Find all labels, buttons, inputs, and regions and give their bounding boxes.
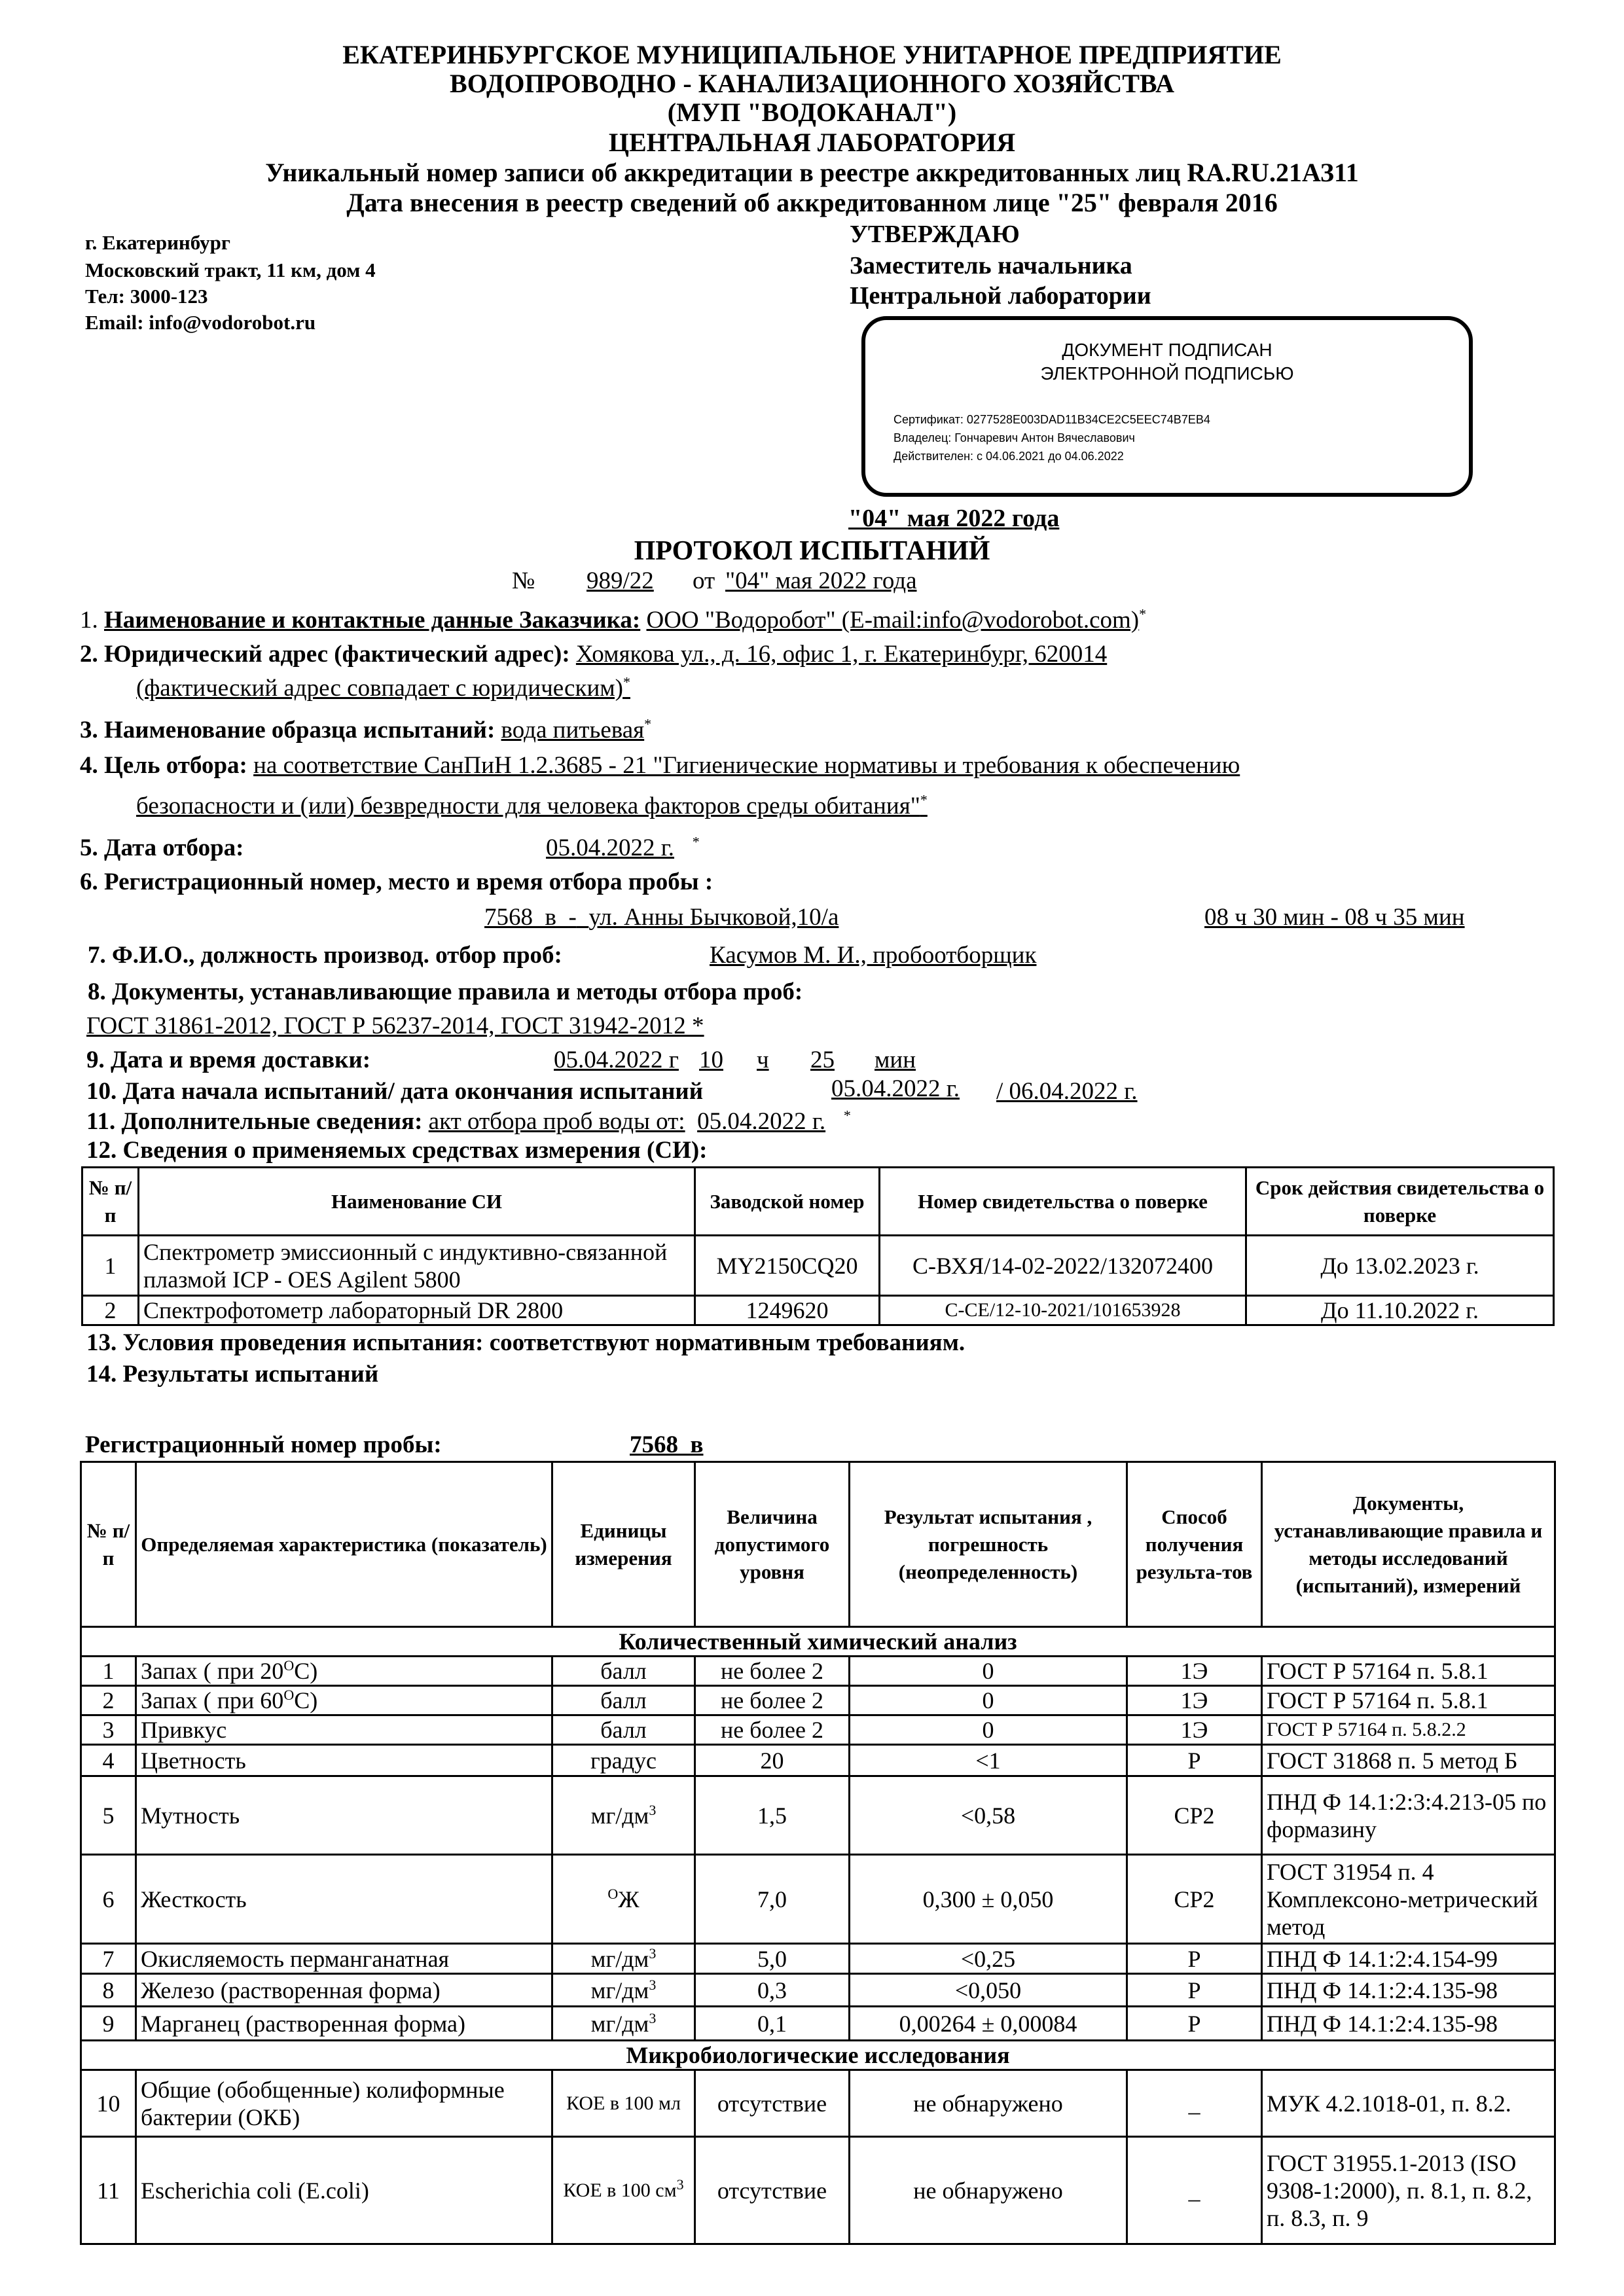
protocol-no-label: № [512, 567, 535, 594]
item3-label: 3. Наименование образца испытаний: [80, 717, 496, 744]
si-header-cert: Номер свидетельства о поверке [880, 1168, 1246, 1236]
res-cell: <0,050 [850, 1974, 1127, 2007]
asterisk: * [623, 673, 630, 691]
res-header-result: Результат испытания , погрешность (неопределенность) [850, 1462, 1127, 1627]
res-cell: мг/дм [590, 2010, 649, 2037]
si-header-num: № п/п [82, 1168, 139, 1236]
table-row [81, 1776, 1555, 1855]
res-cell: балл [552, 1715, 695, 1745]
item8-value: ГОСТ 31861-2012, ГОСТ Р 56237-2014, ГОСТ 31942-2012 * [86, 1013, 704, 1039]
res-cell: 0 [850, 1715, 1127, 1745]
res-cell: С) [294, 1658, 318, 1684]
item7-value: Касумов М. И., пробоотборщик [710, 942, 1037, 969]
org-division: ВОДОПРОВОДНО - КАНАЛИЗАЦИОННОГО ХОЗЯЙСТВА [450, 69, 1174, 98]
item9-minutes: 25 [810, 1047, 835, 1073]
sample-label: Регистрационный номер пробы: [85, 1431, 442, 1458]
si-cell: До 13.02.2023 г. [1246, 1236, 1554, 1296]
res-cell: 11 [81, 2137, 136, 2244]
res-cell: не более 2 [695, 1715, 850, 1745]
protocol-title: ПРОТОКОЛ ИСПЫТАНИЙ [634, 536, 990, 566]
si-cell: С-ВХЯ/14-02-2022/132072400 [880, 1236, 1246, 1296]
table-row [82, 1296, 1554, 1325]
res-cell: мг/дм [590, 1945, 649, 1972]
res-header-units: Единицы измерения [552, 1462, 695, 1627]
res-cell: Запах ( при 60 [141, 1687, 284, 1713]
item2-label: 2. Юридический адрес (фактический адрес): [80, 641, 570, 668]
res-cell: 1Э [1127, 1715, 1262, 1745]
item6-v: в [545, 904, 556, 931]
address-city: г. Екатеринбург [85, 231, 230, 254]
cube-sup: 3 [649, 1945, 657, 1962]
res-cell: мг/дм [590, 1802, 649, 1829]
res-cell: 7,0 [695, 1855, 850, 1944]
approval-position2: Центральной лаборатории [850, 282, 1151, 310]
si-cell: Спектрофотометр лабораторный DR 2800 [139, 1296, 695, 1325]
org-name: ЕКАТЕРИНБУРГСКОЕ МУНИЦИПАЛЬНОЕ УНИТАРНОЕ ПРЕДПРИЯТИЕ [342, 40, 1282, 69]
si-cell: MY2150CQ20 [695, 1236, 880, 1296]
table-row [81, 2070, 1555, 2137]
section-chemical: Количественный химический анализ [81, 1627, 1555, 1657]
section-microbiology: Микробиологические исследования [81, 2041, 1555, 2070]
item7-label: 7. Ф.И.О., должность производ. отбор проб: [88, 942, 562, 969]
res-cell: Р [1127, 2007, 1262, 2041]
res-cell: балл [552, 1657, 695, 1686]
res-header-num: № п/п [81, 1462, 136, 1627]
si-cell: Спектрометр эмиссионный с индуктивно-связанной плазмой ICP - OES Agilent 5800 [139, 1236, 695, 1296]
item9-date: 05.04.2022 г [554, 1047, 679, 1073]
item4-label: 4. Цель отбора: [80, 752, 247, 779]
res-cell: ГОСТ 31955.1-2013 (ISO 9308-1:2000), п. 8.1, п. 8.2, п. 8.3, п. 9 [1262, 2137, 1555, 2244]
res-cell: 1Э [1127, 1686, 1262, 1715]
item2-value2: (фактический адрес совпадает с юридическим) [136, 675, 623, 702]
signature-line1: ДОКУМЕНТ ПОДПИСАН [1062, 340, 1272, 360]
res-cell: Железо (растворенная форма) [136, 1974, 552, 2007]
approval-title: УТВЕРЖДАЮ [850, 221, 1020, 248]
res-cell: 20 [695, 1745, 850, 1776]
res-cell: ГОСТ 31954 п. 4 Комплексоно-метрический метод [1262, 1855, 1555, 1944]
table-row [81, 1686, 1555, 1715]
res-cell: ПНД Ф 14.1:2:3:4.213-05 по формазину [1262, 1776, 1555, 1855]
res-cell: отсутствие [695, 2070, 850, 2137]
si-header-name: Наименование СИ [139, 1168, 695, 1236]
item5-label: 5. Дата отбора: [80, 834, 244, 861]
res-cell: 5 [81, 1776, 136, 1855]
res-cell: не более 2 [695, 1686, 850, 1715]
asterisk: * [692, 833, 700, 850]
res-cell: 0,3 [695, 1974, 850, 2007]
res-cell: 2 [81, 1686, 136, 1715]
res-cell: 4 [81, 1745, 136, 1776]
protocol-from-label: от [693, 567, 715, 594]
item14: 14. Результаты испытаний [86, 1361, 379, 1388]
res-cell: Р [1127, 1974, 1262, 2007]
res-cell: ПНД Ф 14.1:2:4.154-99 [1262, 1944, 1555, 1974]
degree-sup: О [283, 1687, 295, 1703]
res-cell: 8 [81, 1974, 136, 2007]
cube-sup: 3 [649, 1976, 657, 1993]
res-cell: 3 [81, 1715, 136, 1745]
res-cell: ПНД Ф 14.1:2:4.135-98 [1262, 2007, 1555, 2041]
res-cell: Окисляемость перманганатная [136, 1944, 552, 1974]
lab-name: ЦЕНТРАЛЬНАЯ ЛАБОРАТОРИЯ [608, 128, 1016, 157]
table-row [81, 1657, 1555, 1686]
results-table [80, 1461, 1556, 2245]
cube-sup: 3 [676, 2176, 684, 2193]
res-cell: Жесткость [136, 1855, 552, 1944]
table-row [81, 1715, 1555, 1745]
item13: 13. Условия проведения испытания: соответствуют нормативным требованиям. [86, 1329, 965, 1356]
item6-time: 08 ч 30 мин - 08 ч 35 мин [1204, 904, 1465, 931]
protocol-number: 989/22 [586, 567, 654, 594]
item1-value: ООО "Водоробот" (E-mail:info@vodorobot.com) [646, 607, 1140, 634]
accreditation-date: Дата внесения в реестр сведений об аккредитованном лице "25" февраля 2016 [346, 188, 1278, 217]
item3-value: вода питьевая [501, 717, 645, 744]
item9-label: 9. Дата и время доставки: [86, 1047, 371, 1073]
res-cell: градус [552, 1745, 695, 1776]
res-header-docs: Документы, устанавливающие правила и методы исследований (испытаний), измерений [1262, 1462, 1555, 1627]
res-cell: _ [1127, 2137, 1262, 2244]
res-cell: <1 [850, 1745, 1127, 1776]
item8-label: 8. Документы, устанавливающие правила и методы отбора проб: [88, 978, 803, 1005]
res-cell: 6 [81, 1855, 136, 1944]
res-cell: не более 2 [695, 1657, 850, 1686]
asterisk: * [1139, 605, 1147, 622]
signature-valid: Действителен: с 04.06.2021 до 04.06.2022 [893, 450, 1124, 463]
res-cell: Марганец (растворенная форма) [136, 2007, 552, 2041]
item9-minutes-label: мин [875, 1047, 916, 1073]
res-cell: ПНД Ф 14.1:2:4.135-98 [1262, 1974, 1555, 2007]
si-header-serial: Заводской номер [695, 1168, 880, 1236]
res-header-characteristic: Определяемая характеристика (показатель) [136, 1462, 552, 1627]
item9-hours: 10 [699, 1047, 723, 1073]
res-cell: 1,5 [695, 1776, 850, 1855]
res-cell: мг/дм [590, 1977, 649, 2003]
org-short: (МУП "ВОДОКАНАЛ") [667, 98, 957, 127]
si-cell: До 11.10.2022 г. [1246, 1296, 1554, 1325]
si-cell: 1249620 [695, 1296, 880, 1325]
res-cell: СР2 [1127, 1776, 1262, 1855]
item4-value: на соответствие СанПиН 1.2.3685 - 21 "Гигиенические нормативы и требования к обеспечению [253, 752, 1240, 779]
res-cell: Мутность [136, 1776, 552, 1855]
degree-sup: О [607, 1885, 619, 1902]
cube-sup: 3 [649, 2009, 657, 2026]
res-cell: ГОСТ Р 57164 п. 5.8.1 [1262, 1686, 1555, 1715]
sample-number: 7568 [630, 1431, 678, 1458]
res-cell: 0 [850, 1686, 1127, 1715]
res-cell: 0 [850, 1657, 1127, 1686]
res-cell: 0,00264 ± 0,00084 [850, 2007, 1127, 2041]
res-cell: 7 [81, 1944, 136, 1974]
accreditation-number: Уникальный номер записи об аккредитации в реестре аккредитованных лиц RA.RU.21АЗ11 [265, 158, 1359, 187]
res-cell: Запах ( при 20 [141, 1658, 284, 1684]
approval-date: "04" мая 2022 года [848, 505, 1060, 532]
res-cell: Р [1127, 1745, 1262, 1776]
res-cell: 0,1 [695, 2007, 850, 2041]
res-cell: КОЕ в 100 см [563, 2179, 677, 2201]
signature-line2: ЭЛЕКТРОННОЙ ПОДПИСЬЮ [1040, 363, 1294, 384]
item10-start: 05.04.2022 г. [831, 1075, 960, 1102]
res-cell: балл [552, 1686, 695, 1715]
item1-number: 1. [80, 607, 98, 634]
res-cell: <0,58 [850, 1776, 1127, 1855]
item11-label: 11. Дополнительные сведения: [86, 1108, 423, 1135]
measurement-instruments-table [81, 1166, 1555, 1326]
table-row [81, 2007, 1555, 2041]
res-cell: Общие (обобщенные) колиформные бактерии (ОКБ) [136, 2070, 552, 2137]
signature-owner: Владелец: Гончаревич Антон Вячеславович [893, 431, 1135, 444]
item11-value: акт отбора проб воды от: [428, 1108, 685, 1135]
asterisk: * [843, 1107, 851, 1124]
res-cell: СР2 [1127, 1855, 1262, 1944]
item10-label: 10. Дата начала испытаний/ дата окончания испытаний [86, 1078, 704, 1105]
res-header-limit: Величина допустимого уровня [695, 1462, 850, 1627]
res-cell: ГОСТ Р 57164 п. 5.8.1 [1262, 1657, 1555, 1686]
res-cell: ГОСТ Р 57164 п. 5.8.2.2 [1262, 1715, 1555, 1745]
asterisk: * [644, 715, 652, 732]
si-header-validity: Срок действия свидетельства о поверке [1246, 1168, 1554, 1236]
res-cell: не обнаружено [850, 2070, 1127, 2137]
electronic-signature-stamp [861, 316, 1473, 497]
res-cell: <0,25 [850, 1944, 1127, 1974]
res-header-method: Способ получения результа-тов [1127, 1462, 1262, 1627]
res-cell: Ж [618, 1886, 640, 1912]
item5-value: 05.04.2022 г. [546, 834, 675, 861]
item1-label: Наименование и контактные данные Заказчика: [104, 607, 641, 634]
res-cell: Escherichia coli (E.coli) [136, 2137, 552, 2244]
res-cell: КОЕ в 100 мл [552, 2070, 695, 2137]
res-cell: 5,0 [695, 1944, 850, 1974]
item11-date: 05.04.2022 г. [697, 1108, 826, 1135]
item2-value: Хомякова ул., д. 16, офис 1, г. Екатеринбург, 620014 [575, 641, 1108, 668]
res-cell: 9 [81, 2007, 136, 2041]
si-cell: С-СЕ/12-10-2021/101653928 [880, 1296, 1246, 1325]
res-cell: ГОСТ 31868 п. 5 метод Б [1262, 1745, 1555, 1776]
table-row [81, 1745, 1555, 1776]
table-row [81, 2137, 1555, 2244]
res-cell: Р [1127, 1944, 1262, 1974]
signature-cert: Сертификат: 0277528E003DAD11B34CE2C5EEC74B7EB4 [893, 413, 1210, 426]
cube-sup: 3 [649, 1801, 657, 1818]
res-cell: С) [294, 1687, 318, 1713]
item6-regnum: 7568 [484, 904, 533, 931]
protocol-date: "04" мая 2022 года [725, 567, 917, 594]
sample-v: в [690, 1431, 704, 1458]
res-cell: Привкус [136, 1715, 552, 1745]
address-street: Московский тракт, 11 км, дом 4 [85, 259, 376, 281]
table-row [81, 1944, 1555, 1974]
res-cell: отсутствие [695, 2137, 850, 2244]
table-row [81, 1974, 1555, 2007]
res-cell: не обнаружено [850, 2137, 1127, 2244]
item6-place: ул. Анны Бычковой,10/а [588, 904, 839, 931]
res-cell: МУК 4.2.1018-01, п. 8.2. [1262, 2070, 1555, 2137]
res-cell: 0,300 ± 0,050 [850, 1855, 1127, 1944]
si-cell: 1 [82, 1236, 139, 1296]
item10-end: / 06.04.2022 г. [996, 1078, 1138, 1105]
res-cell: 10 [81, 2070, 136, 2137]
address-phone: Тел: 3000-123 [85, 285, 208, 308]
item9-hours-label: ч [757, 1047, 769, 1073]
asterisk: * [920, 791, 928, 808]
item6-dash: - [568, 904, 577, 931]
degree-sup: О [283, 1657, 295, 1674]
address-email: Email: info@vodorobot.ru [85, 311, 316, 334]
table-row [81, 1855, 1555, 1944]
res-cell: 1 [81, 1657, 136, 1686]
item6-label: 6. Регистрационный номер, место и время отбора пробы : [80, 869, 713, 895]
res-cell: Цветность [136, 1745, 552, 1776]
res-cell: _ [1127, 2070, 1262, 2137]
si-cell: 2 [82, 1296, 139, 1325]
approval-position1: Заместитель начальника [850, 252, 1132, 279]
item4-value2: безопасности и (или) безвредности для человека факторов среды обитания" [136, 793, 920, 819]
item12-label: 12. Сведения о применяемых средствах измерения (СИ): [86, 1137, 708, 1164]
res-cell: 1Э [1127, 1657, 1262, 1686]
table-row [82, 1236, 1554, 1296]
